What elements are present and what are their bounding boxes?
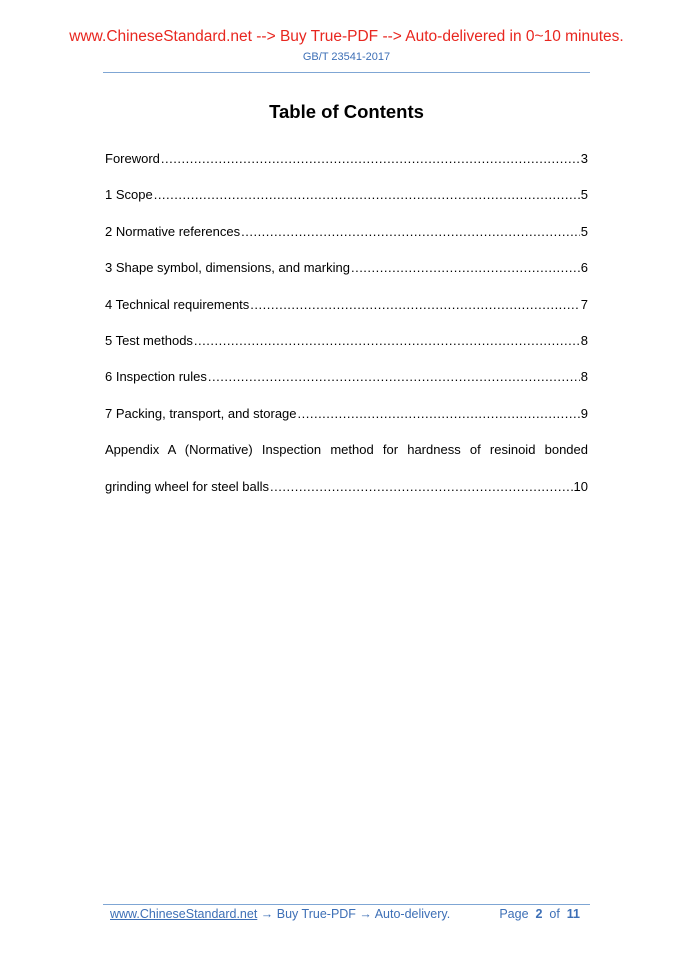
toc-leader-dots xyxy=(154,186,580,204)
toc-entry-label: 1 Scope xyxy=(105,187,153,203)
toc-entry-page: 8 xyxy=(580,369,588,385)
toc-leader-dots xyxy=(194,332,580,350)
toc-entry-packing[interactable] xyxy=(105,405,588,423)
header-divider xyxy=(103,72,590,73)
toc-entry-page: 5 xyxy=(580,187,588,203)
toc-entry-label: grinding wheel for steel balls xyxy=(105,478,270,494)
toc-entry-test-methods[interactable] xyxy=(105,332,588,350)
footer-website-link[interactable]: www.ChineseStandard.net xyxy=(110,907,258,921)
footer-tagline: → Buy True-PDF → Auto-delivery. xyxy=(257,907,451,921)
footer-divider xyxy=(103,904,590,905)
toc-entry-label: 3 Shape symbol, dimensions, and marking xyxy=(105,260,350,276)
toc-entry-page: 7 xyxy=(580,296,588,312)
toc-entry-label: 5 Test methods xyxy=(105,332,193,348)
toc-leader-dots xyxy=(241,223,580,241)
toc-entry-scope[interactable] xyxy=(105,186,588,204)
toc-entry-page: 5 xyxy=(580,223,588,239)
toc-entry-label: 6 Inspection rules xyxy=(105,369,207,385)
toc-entry-normative-references[interactable] xyxy=(105,223,588,241)
toc-entry-shape-symbol[interactable] xyxy=(105,259,588,277)
page-title: Table of Contents xyxy=(269,101,424,122)
standard-number: GB/T 23541-2017 xyxy=(302,51,391,63)
toc-entry-label: 7 Packing, transport, and storage xyxy=(105,405,297,421)
toc-entry-technical-requirements[interactable] xyxy=(105,296,588,314)
toc-entry-page: 9 xyxy=(580,405,588,421)
toc-entry-foreword[interactable] xyxy=(105,150,588,168)
toc-entry-label: 2 Normative references xyxy=(105,223,241,239)
toc-leader-dots xyxy=(161,150,580,168)
toc-leader-dots xyxy=(208,368,580,386)
toc-leader-dots xyxy=(250,296,579,314)
page-number xyxy=(499,907,580,921)
toc-entry-appendix-a[interactable] xyxy=(105,478,588,496)
page-word: Page xyxy=(499,907,529,921)
toc-entry-page: 3 xyxy=(580,151,588,166)
toc-leader-dots xyxy=(351,259,580,277)
toc-leader-dots xyxy=(298,405,580,423)
toc-entry-page: 10 xyxy=(573,478,588,494)
page-footer xyxy=(110,907,580,921)
current-page: 2 xyxy=(535,907,543,921)
toc-entry-inspection-rules[interactable] xyxy=(105,368,588,386)
toc-entry-appendix-a-line1[interactable]: Appendix A (Normative) Inspection method for hardness of resinoid bonded xyxy=(105,442,588,458)
header-banner: www.ChineseStandard.net --> Buy True-PDF --> Auto-delivered in 0~10 minutes. xyxy=(69,28,624,45)
of-word: of xyxy=(549,907,560,921)
toc-leader-dots xyxy=(270,478,572,496)
toc-entry-label: Foreword xyxy=(105,151,160,166)
total-pages: 11 xyxy=(566,907,580,921)
toc-entry-page: 6 xyxy=(580,260,588,276)
toc-entry-label: 4 Technical requirements xyxy=(105,296,250,312)
toc-entry-page: 8 xyxy=(580,332,588,348)
table-of-contents xyxy=(105,150,588,514)
